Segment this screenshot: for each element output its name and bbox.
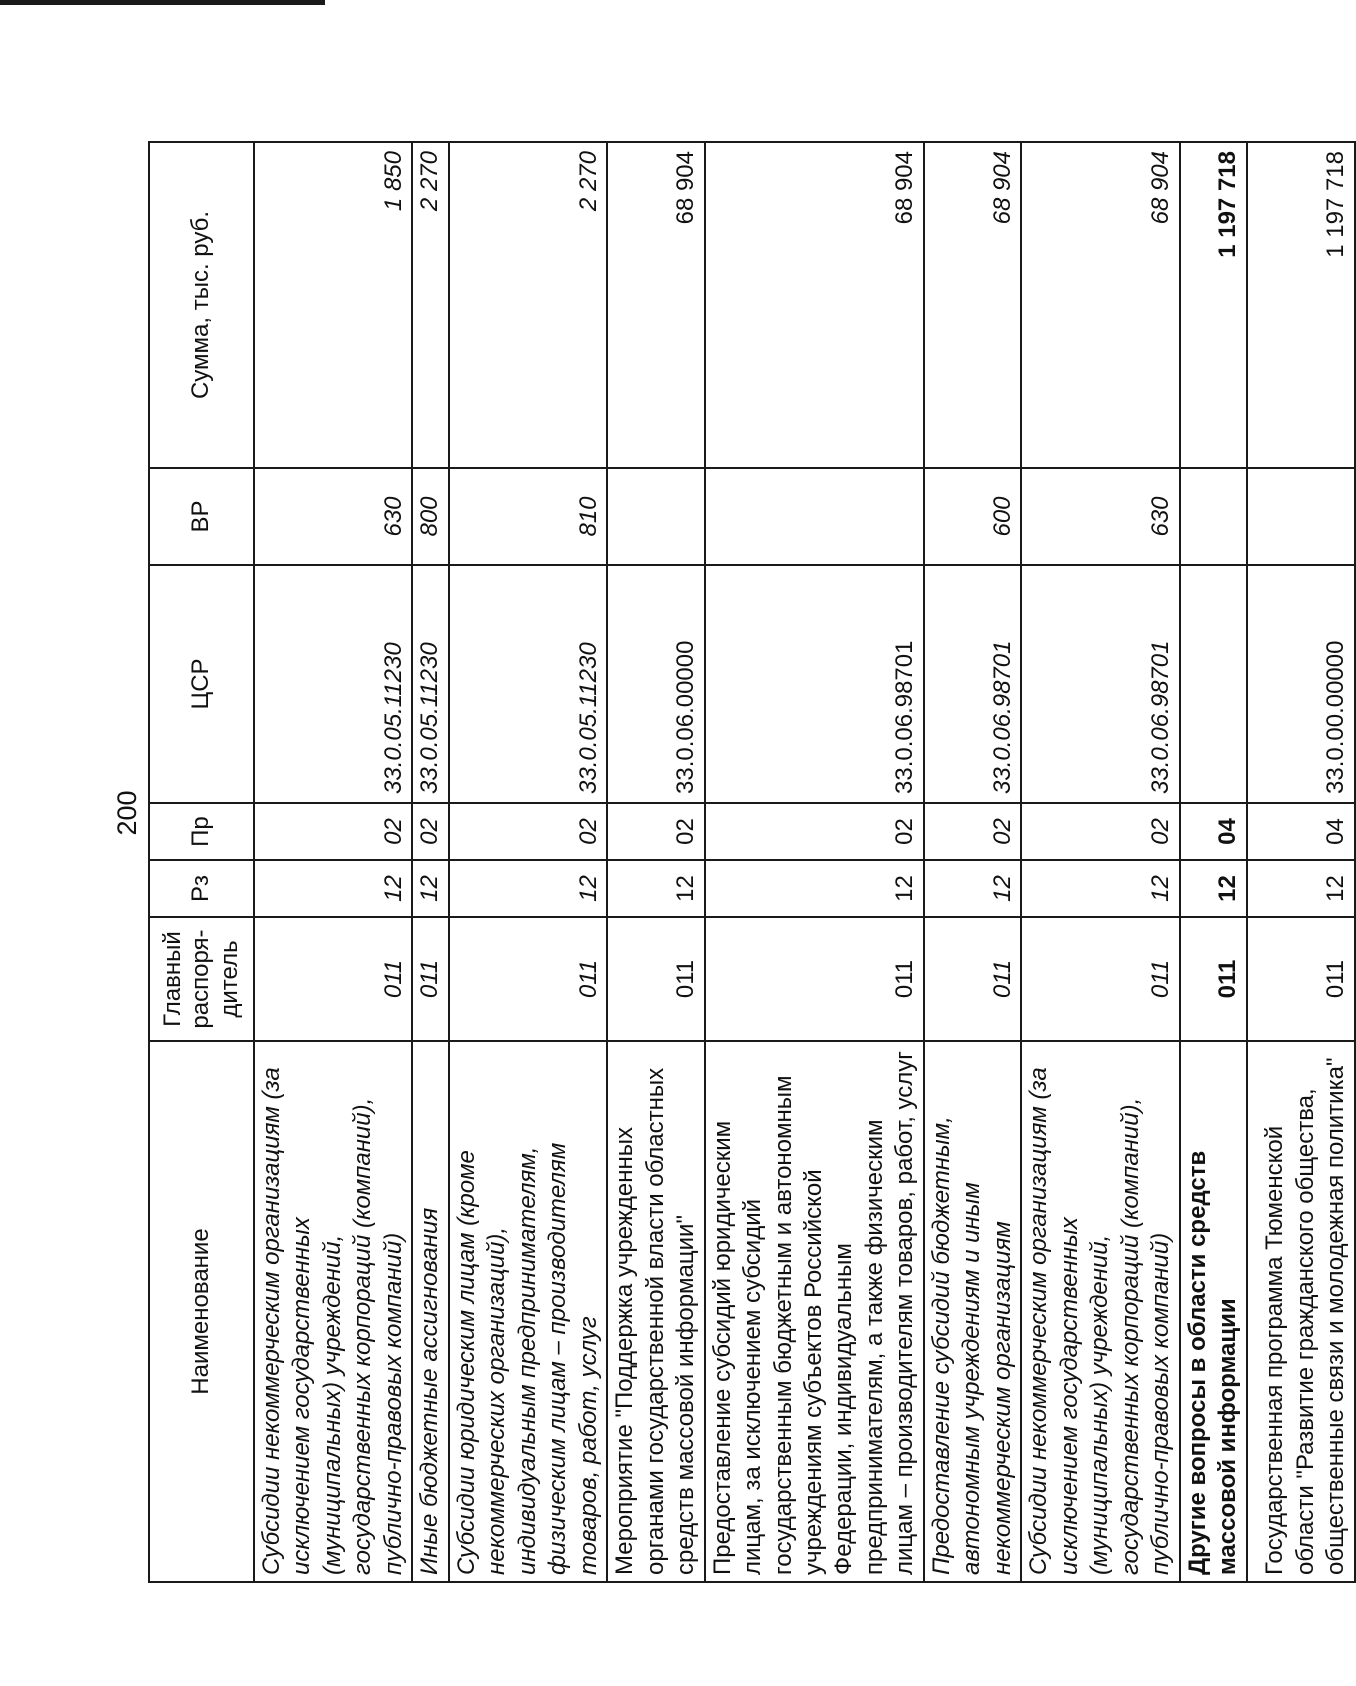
- cell-vr: [1247, 468, 1355, 565]
- cell-rz: 12: [412, 860, 448, 917]
- cell-pr: 02: [705, 803, 924, 860]
- cell-vr: 600: [924, 468, 1021, 565]
- header-vr: ВР: [149, 468, 254, 565]
- cell-csr: 33.0.05.11230: [449, 565, 607, 803]
- cell-vr: 810: [449, 468, 607, 565]
- cell-glav: 011: [924, 917, 1021, 1041]
- cell-rz: 12: [1021, 860, 1179, 917]
- header-rz: Рз: [149, 860, 254, 917]
- header-csr: ЦСР: [149, 565, 254, 803]
- cell-pr: 04: [1247, 803, 1355, 860]
- cell-csr: [1180, 565, 1247, 803]
- table-row: [449, 142, 607, 1582]
- cell-rz: 12: [705, 860, 924, 917]
- table-row: [1247, 142, 1355, 1582]
- cell-csr: 33.0.06.98701: [924, 565, 1021, 803]
- cell-vr: [1180, 468, 1247, 565]
- cell-pr: 02: [924, 803, 1021, 860]
- table-row: [1021, 142, 1179, 1582]
- cell-name: Предоставление субсидий бюджетным, автономным учреждениям и иным некоммерческим организациям: [924, 1041, 1021, 1582]
- cell-glav: 011: [1021, 917, 1179, 1041]
- cell-name: Субсидии некоммерческим организациям (за исключением государственных (муниципальных) учреждений, государственных корпораций (компаний), публично-правовых компаний): [1021, 1041, 1179, 1582]
- header-glav: Главный распоря-дитель: [149, 917, 254, 1041]
- cell-glav: 011: [1180, 917, 1247, 1041]
- header-name: Наименование: [149, 1041, 254, 1582]
- cell-name: Другие вопросы в области средств массовой информации: [1180, 1041, 1247, 1582]
- cell-csr: 33.0.05.11230: [412, 565, 448, 803]
- cell-csr: 33.0.05.11230: [254, 565, 412, 803]
- cell-sum: 68 904: [607, 142, 704, 468]
- cell-glav: 011: [449, 917, 607, 1041]
- cell-sum: 2 270: [412, 142, 448, 468]
- cell-rz: 12: [254, 860, 412, 917]
- cell-sum: 68 904: [705, 142, 924, 468]
- cell-sum: 1 197 718: [1247, 142, 1355, 468]
- cell-pr: 02: [1021, 803, 1179, 860]
- cell-sum: 2 270: [449, 142, 607, 468]
- cell-csr: 33.0.06.98701: [1021, 565, 1179, 803]
- table-row: [705, 142, 924, 1582]
- cell-csr: 33.0.06.00000: [607, 565, 704, 803]
- cell-csr: 33.0.06.98701: [705, 565, 924, 803]
- cell-name: Предоставление субсидий юридическим лицам, за исключением субсидий государственным бюджетным и автономным учреждениям субъектов Российской Федерации, индивидуальным предпринимателям, а также физическим лицам – производителям товаров, работ, услуг: [705, 1041, 924, 1582]
- cell-pr: 02: [449, 803, 607, 860]
- cell-glav: 011: [254, 917, 412, 1041]
- cell-rz: 12: [607, 860, 704, 917]
- cell-name: Государственная программа Тюменской области "Развитие гражданского общества, общественные связи и молодежная политика": [1247, 1041, 1355, 1582]
- table-row: [607, 142, 704, 1582]
- cell-csr: 33.0.00.00000: [1247, 565, 1355, 803]
- cell-name: Субсидии некоммерческим организациям (за исключением государственных (муниципальных) учреждений, государственных корпораций (компаний), публично-правовых компаний): [254, 1041, 412, 1582]
- budget-table: [148, 141, 1356, 1583]
- table-row: [412, 142, 448, 1582]
- cell-glav: 011: [607, 917, 704, 1041]
- header-sum: Сумма, тыс. руб.: [149, 142, 254, 468]
- cell-rz: 12: [449, 860, 607, 917]
- cell-pr: 02: [607, 803, 704, 860]
- cell-vr: 800: [412, 468, 448, 565]
- table-row: [924, 142, 1021, 1582]
- cell-vr: [607, 468, 704, 565]
- cell-sum: 68 904: [924, 142, 1021, 468]
- header-pr: Пр: [149, 803, 254, 860]
- cell-glav: 011: [705, 917, 924, 1041]
- cell-pr: 02: [412, 803, 448, 860]
- page-number: 200: [112, 790, 142, 836]
- cell-rz: 12: [1180, 860, 1247, 917]
- cell-pr: 02: [254, 803, 412, 860]
- cell-sum: 68 904: [1021, 142, 1179, 468]
- cell-name: Иные бюджетные ассигнования: [412, 1041, 448, 1582]
- table-row: [254, 142, 412, 1582]
- cell-vr: 630: [1021, 468, 1179, 565]
- cell-glav: 011: [412, 917, 448, 1041]
- cell-glav: 011: [1247, 917, 1355, 1041]
- header-row: [149, 142, 254, 1582]
- cell-rz: 12: [1247, 860, 1355, 917]
- cell-name: Мероприятие "Поддержка учрежденных органами государственной власти областных средств массовой информации": [607, 1041, 704, 1582]
- cell-vr: [705, 468, 924, 565]
- cell-rz: 12: [924, 860, 1021, 917]
- cell-name: Субсидии юридическим лицам (кроме некоммерческих организаций), индивидуальным предпринимателям, физическим лицам – производителям товаров, работ, услуг: [449, 1041, 607, 1582]
- cell-sum: 1 850: [254, 142, 412, 468]
- cell-sum: 1 197 718: [1180, 142, 1247, 468]
- cell-pr: 04: [1180, 803, 1247, 860]
- cell-vr: 630: [254, 468, 412, 565]
- scan-edge-bar: [0, 0, 325, 5]
- rotated-table-container: [148, 143, 1350, 1583]
- table-row: [1180, 142, 1247, 1582]
